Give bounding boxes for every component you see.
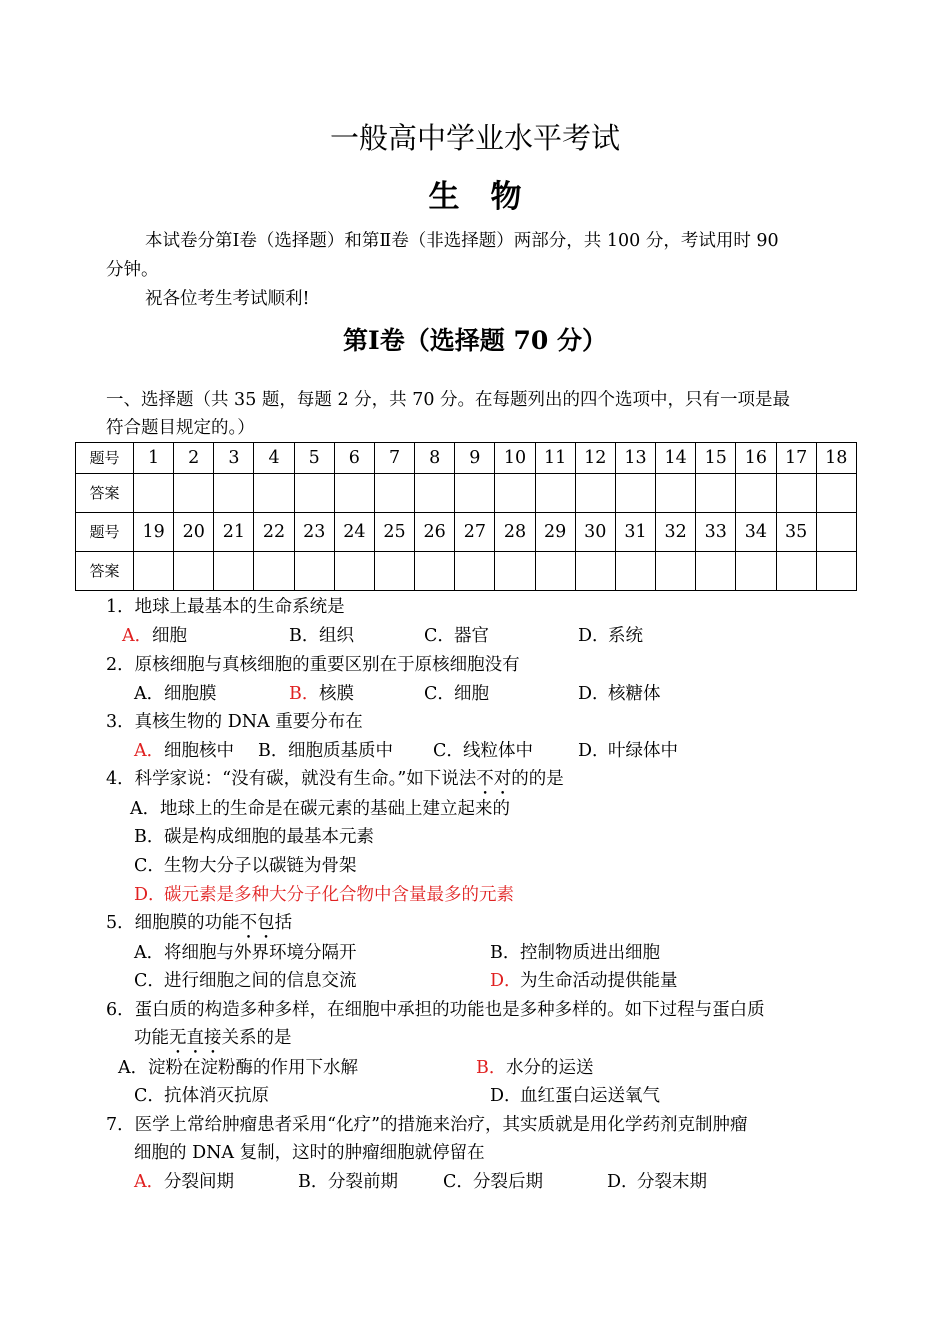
- q7-option-c-letter: C．: [443, 1172, 474, 1192]
- question-number-cell: [816, 513, 856, 552]
- q6-option-c-letter: C．: [134, 1086, 165, 1106]
- q6-stem-end: 关系的是: [221, 1028, 292, 1048]
- answer-cell[interactable]: [656, 474, 696, 513]
- q5-stem-end: 括: [274, 913, 293, 933]
- intro-line-1: 本试卷分第Ⅰ卷（选择题）和第Ⅱ卷（非选择题）两部分，共 100 分，考试用时 90: [145, 231, 779, 251]
- question-number-cell: 10: [495, 443, 535, 474]
- answer-cell[interactable]: [495, 552, 535, 591]
- q6-option-b-letter: B．: [476, 1058, 507, 1078]
- question-number-cell: 13: [615, 443, 655, 474]
- question-number-cell: 14: [656, 443, 696, 474]
- q6-option-b-text: 水分的运送: [506, 1058, 594, 1078]
- q3-option-d-letter: D．: [578, 741, 610, 761]
- question-6-stem-line-1: 6．蛋白质的构造多种多样，在细胞中承担的功能也是多种多样的。如下过程与蛋白质: [106, 1000, 765, 1020]
- q4-option-b-letter: B．: [134, 827, 165, 847]
- q3-option-a-letter: A．: [134, 741, 165, 761]
- q2-option-b-text: 核膜: [319, 684, 354, 704]
- question-number-cell: 27: [455, 513, 495, 552]
- answer-cell[interactable]: [495, 474, 535, 513]
- question-number-cell: 23: [294, 513, 334, 552]
- q1-option-d-letter: D．: [578, 626, 610, 646]
- q6-emphasis: 无直接: [169, 1028, 222, 1048]
- answer-cell[interactable]: [254, 552, 294, 591]
- question-number-cell: 19: [134, 513, 174, 552]
- q4-option-c-text: 生物大分子以碳链为骨架: [164, 856, 357, 876]
- row-label-answer: 答案: [76, 552, 134, 591]
- q2-option-d-text: 核糖体: [608, 684, 661, 704]
- answer-cell[interactable]: [776, 474, 816, 513]
- q5-option-d-text: 为生命活动提供能量: [520, 971, 678, 991]
- answer-cell[interactable]: [696, 474, 736, 513]
- instructions-line-2: 符合题目规定的。）: [106, 418, 255, 438]
- instructions-line-1: 一、选择题（共 35 题，每题 2 分，共 70 分。在每题列出的四个选项中，只有一项是最: [106, 390, 791, 410]
- q4-stem-end: 的的是: [511, 769, 564, 789]
- question-3-stem: 3．真核生物的 DNA 重要分布在: [106, 712, 363, 732]
- question-number-cell: 12: [575, 443, 615, 474]
- q5-option-d-letter: D．: [490, 971, 522, 991]
- table-row-numbers-2: [76, 513, 857, 552]
- question-number-cell: 20: [174, 513, 214, 552]
- q3-option-d-text: 叶绿体中: [608, 741, 678, 761]
- question-number-cell: 15: [696, 443, 736, 474]
- row-label-answer: 答案: [76, 474, 134, 513]
- q6-option-c-text: 抗体消灭抗原: [164, 1086, 269, 1106]
- exam-title: 一般高中学业水平考试: [329, 121, 620, 155]
- question-number-cell: 17: [776, 443, 816, 474]
- question-number-cell: 4: [254, 443, 294, 474]
- answer-cell[interactable]: [174, 474, 214, 513]
- answer-cell[interactable]: [294, 474, 334, 513]
- answer-cell[interactable]: [254, 474, 294, 513]
- answer-cell[interactable]: [214, 552, 254, 591]
- row-label-question: 题号: [76, 443, 134, 474]
- answer-cell[interactable]: [816, 474, 856, 513]
- table-row-numbers-1: [76, 443, 857, 474]
- table-row-answers-2: [76, 552, 857, 591]
- question-number-cell: 34: [736, 513, 776, 552]
- question-number-cell: 33: [696, 513, 736, 552]
- answer-table: [75, 442, 857, 591]
- question-number-cell: 21: [214, 513, 254, 552]
- question-number-cell: 7: [374, 443, 414, 474]
- question-number-cell: 24: [334, 513, 374, 552]
- q4-option-d-letter: D．: [134, 885, 166, 905]
- question-number-cell: 8: [415, 443, 455, 474]
- question-number-cell: 9: [455, 443, 495, 474]
- q3-option-b-text: 细胞质基质中: [288, 741, 393, 761]
- q1-option-b-text: 组织: [319, 626, 354, 646]
- answer-cell[interactable]: [656, 552, 696, 591]
- answer-cell[interactable]: [134, 474, 174, 513]
- question-number-cell: 31: [615, 513, 655, 552]
- q5-option-c-letter: C．: [134, 971, 165, 991]
- q5-option-b-letter: B．: [490, 943, 521, 963]
- answer-cell[interactable]: [575, 552, 615, 591]
- q1-option-b-letter: B．: [289, 626, 320, 646]
- question-6-stem-line-2: [134, 1026, 292, 1058]
- q2-option-c-letter: C．: [424, 684, 455, 704]
- q3-option-a-text: 细胞核中: [164, 741, 234, 761]
- q7-option-a-text: 分裂间期: [164, 1172, 234, 1192]
- question-number-cell: 35: [776, 513, 816, 552]
- question-number-cell: 25: [374, 513, 414, 552]
- question-5-stem: [106, 911, 292, 943]
- q6-option-d-letter: D．: [490, 1086, 522, 1106]
- answer-cell[interactable]: [374, 474, 414, 513]
- answer-cell[interactable]: [615, 474, 655, 513]
- q3-option-b-letter: B．: [258, 741, 289, 761]
- q7-option-b-letter: B．: [298, 1172, 329, 1192]
- answer-cell[interactable]: [776, 552, 816, 591]
- answer-cell[interactable]: [535, 552, 575, 591]
- q2-option-a-text: 细胞膜: [164, 684, 217, 704]
- table-row-answers-1: [76, 474, 857, 513]
- q7-option-a-letter: A．: [134, 1172, 165, 1192]
- question-number-cell: 1: [134, 443, 174, 474]
- q7-option-d-letter: D．: [607, 1172, 639, 1192]
- q4-emphasis: 不对: [476, 769, 512, 789]
- answer-cell[interactable]: [615, 552, 655, 591]
- q6-option-a-text: 淀粉在淀粉酶的作用下水解: [148, 1058, 358, 1078]
- answer-cell[interactable]: [535, 474, 575, 513]
- section-title: 第Ⅰ卷（选择题 70 分）: [343, 326, 607, 355]
- answer-cell[interactable]: [455, 552, 495, 591]
- answer-cell[interactable]: [816, 552, 856, 591]
- q1-option-a-letter: A．: [122, 626, 153, 646]
- answer-cell[interactable]: [334, 474, 374, 513]
- question-number-cell: 32: [656, 513, 696, 552]
- answer-cell[interactable]: [575, 474, 615, 513]
- q4-option-a-text: 地球上的生命是在碳元素的基础上建立起来的: [160, 799, 510, 819]
- q2-option-c-text: 细胞: [454, 684, 489, 704]
- q2-option-d-letter: D．: [578, 684, 610, 704]
- q4-option-b-text: 碳是构成细胞的最基本元素: [164, 827, 374, 847]
- q2-option-b-letter: B．: [289, 684, 320, 704]
- question-number-cell: 3: [214, 443, 254, 474]
- q6-option-d-text: 血红蛋白运送氧气: [520, 1086, 660, 1106]
- q5-stem-start: 5．细胞膜的功能: [106, 913, 240, 933]
- question-number-cell: 5: [294, 443, 334, 474]
- question-number-cell: 2: [174, 443, 214, 474]
- question-number-cell: 16: [736, 443, 776, 474]
- subject-title: 生 物: [428, 179, 522, 215]
- question-number-cell: 22: [254, 513, 294, 552]
- q4-option-c-letter: C．: [134, 856, 165, 876]
- answer-cell[interactable]: [696, 552, 736, 591]
- intro-line-2: 分钟。: [106, 260, 159, 280]
- q6-stem-start: 功能: [134, 1028, 169, 1048]
- question-number-cell: 6: [334, 443, 374, 474]
- q6-option-a-letter: A．: [118, 1058, 149, 1078]
- question-number-cell: 28: [495, 513, 535, 552]
- q7-option-c-text: 分裂后期: [473, 1172, 543, 1192]
- q1-option-a-text: 细胞: [152, 626, 187, 646]
- q5-option-b-text: 控制物质进出细胞: [520, 943, 660, 963]
- answer-cell[interactable]: [214, 474, 254, 513]
- question-number-cell: 29: [535, 513, 575, 552]
- answer-cell[interactable]: [455, 474, 495, 513]
- q7-option-d-text: 分裂末期: [637, 1172, 707, 1192]
- question-4-stem: [106, 767, 564, 799]
- answer-cell[interactable]: [415, 474, 455, 513]
- q5-emphasis: 不包: [239, 913, 275, 933]
- answer-cell[interactable]: [415, 552, 455, 591]
- row-label-question: 题号: [76, 513, 134, 552]
- answer-cell[interactable]: [294, 552, 334, 591]
- q4-option-a-letter: A．: [130, 799, 161, 819]
- question-7-stem-line-2: 细胞的 DNA 复制，这时的肿瘤细胞就停留在: [134, 1143, 485, 1163]
- question-number-cell: 26: [415, 513, 455, 552]
- question-number-cell: 30: [575, 513, 615, 552]
- question-2-stem: 2．原核细胞与真核细胞的重要区别在于原核细胞没有: [106, 655, 520, 675]
- question-1-stem: 1．地球上最基本的生命系统是: [106, 597, 345, 617]
- answer-cell[interactable]: [174, 552, 214, 591]
- question-number-cell: 18: [816, 443, 856, 474]
- answer-cell[interactable]: [134, 552, 174, 591]
- q1-option-d-text: 系统: [608, 626, 643, 646]
- q4-option-d-text: 碳元素是多种大分子化合物中含量最多的元素: [164, 885, 514, 905]
- q2-option-a-letter: A．: [134, 684, 165, 704]
- q7-option-b-text: 分裂前期: [328, 1172, 398, 1192]
- question-number-cell: 11: [535, 443, 575, 474]
- answer-cell[interactable]: [334, 552, 374, 591]
- answer-cell[interactable]: [736, 474, 776, 513]
- question-7-stem-line-1: 7．医学上常给肿瘤患者采用“化疗”的措施来治疗，其实质就是用化学药剂克制肿瘤: [106, 1115, 748, 1135]
- q5-option-a-letter: A．: [134, 943, 165, 963]
- q1-option-c-letter: C．: [424, 626, 455, 646]
- q3-option-c-text: 线粒体中: [463, 741, 533, 761]
- q5-option-a-text: 将细胞与外界环境分隔开: [164, 943, 357, 963]
- answer-cell[interactable]: [736, 552, 776, 591]
- q1-option-c-text: 器官: [454, 626, 489, 646]
- q4-stem-start: 4．科学家说：“没有碳，就没有生命。”如下说法: [106, 769, 477, 789]
- q5-option-c-text: 进行细胞之间的信息交流: [164, 971, 357, 991]
- q3-option-c-letter: C．: [433, 741, 464, 761]
- answer-cell[interactable]: [374, 552, 414, 591]
- intro-wish: 祝各位考生考试顺利!: [145, 289, 310, 309]
